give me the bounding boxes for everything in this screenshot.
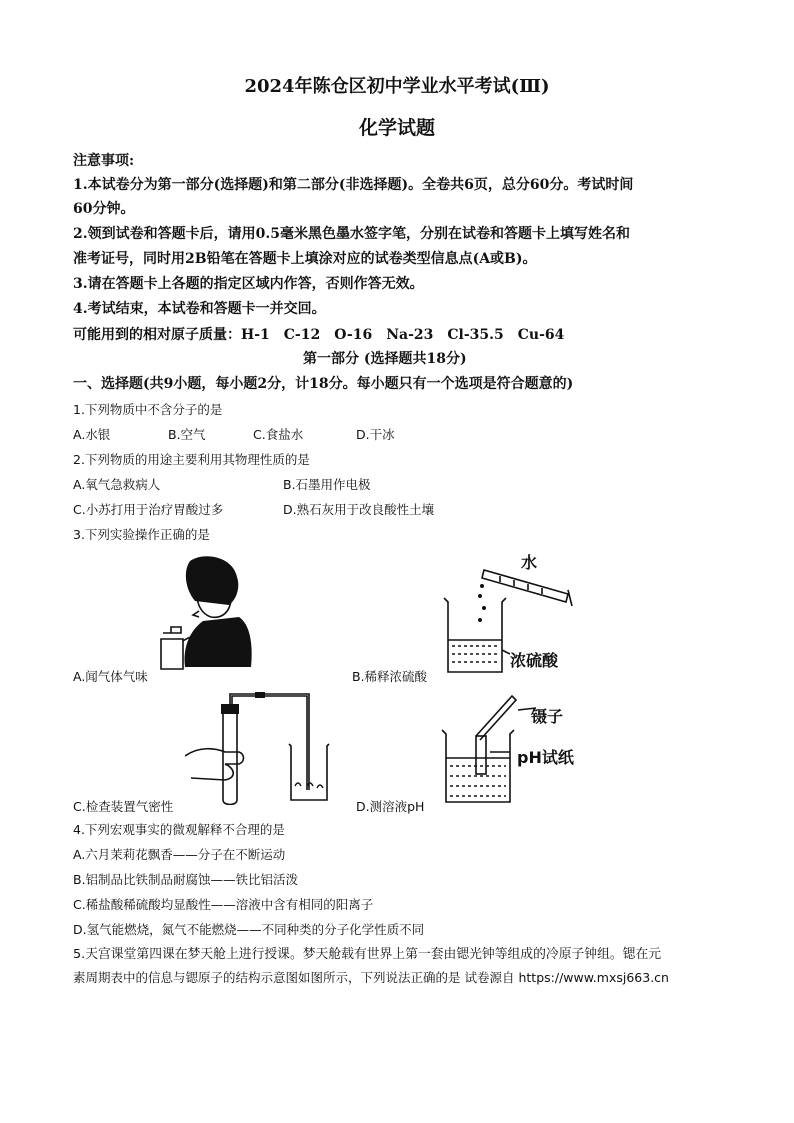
section-heading: 一、选择题(共9小题，每小题2分，计18分。每小题只有一个选项是符合题意的) <box>73 376 574 392</box>
q2-option-b: B.石墨用作电极 <box>283 477 371 492</box>
q4-option-a: A.六月茉莉花飘香——分子在不断运动 <box>73 847 286 862</box>
q5-stem-cont <box>73 968 669 986</box>
exam-title: 2024年陈仓区初中学业水平考试(Ⅲ) <box>244 76 550 97</box>
notice-item-3: 3.请在答题卡上各题的指定区域内作答，否则作答无效。 <box>73 276 424 292</box>
airtightness-figure <box>185 690 335 805</box>
part1-heading: 第一部分 (选择题共18分) <box>303 351 467 367</box>
q4-option-c: C.稀盐酸稀硫酸均显酸性——溶液中含有相同的阳离子 <box>73 897 374 912</box>
notice-heading: 注意事项: <box>73 153 135 169</box>
q1-option-d: D.干冰 <box>356 427 395 442</box>
q1-option-c: C.食盐水 <box>253 427 304 442</box>
q2-option-c: C.小苏打用于治疗胃酸过多 <box>73 502 224 517</box>
q5-stem-text: 素周期表中的信息与锶原子的结构示意图如图所示，下列说法正确的是 <box>73 970 461 985</box>
exam-subject: 化学试题 <box>358 117 435 139</box>
notice-item-2: 2.领到试卷和答题卡后，请用0.5毫米黑色墨水签字笔，分别在试卷和答题卡上填写姓名和 <box>73 226 630 242</box>
q2-stem: 2.下列物质的用途主要利用其物理性质的是 <box>73 452 310 467</box>
atomic-masses: 可能用到的相对原子质量：H-1 C-12 O-16 Na-23 Cl-35.5 Cu-64 <box>73 327 565 343</box>
q5-source: 试卷源自 https://www.mxsj663.cn <box>464 970 669 985</box>
label-concentrated-acid: 浓硫酸 <box>510 651 559 670</box>
q4-stem: 4.下列宏观事实的微观解释不合理的是 <box>73 822 285 837</box>
notice-item-2-cont: 准考证号，同时用2B铅笔在答题卡上填涂对应的试卷类型信息点(A或B)。 <box>73 251 537 267</box>
q3-option-d: D.测溶液pH <box>356 799 425 814</box>
q1-option-a: A.水银 <box>73 427 111 442</box>
label-tweezers: 镊子 <box>531 707 564 726</box>
q1-stem: 1.下列物质中不含分子的是 <box>73 402 223 417</box>
notice-item-1-cont: 60分钟。 <box>73 201 135 217</box>
q2-option-a: A.氧气急救病人 <box>73 477 161 492</box>
label-water: 水 <box>521 553 538 572</box>
q1-option-b: B.空气 <box>168 427 206 442</box>
q5-stem: 5.天宫课堂第四课在梦天舱上进行授课。梦天舱载有世界上第一套由锶光钟等组成的冷原子钟组。锶在元 <box>73 947 662 962</box>
smelling-gas-figure <box>155 555 255 675</box>
q3-option-c: C.检查装置气密性 <box>73 799 174 814</box>
q3-stem: 3.下列实验操作正确的是 <box>73 527 210 542</box>
notice-item-4: 4.考试结束，本试卷和答题卡一并交回。 <box>73 301 326 317</box>
label-ph-paper: pH试纸 <box>517 748 574 767</box>
q4-option-b: B.铝制品比铁制品耐腐蚀——铁比铝活泼 <box>73 872 299 887</box>
q3-option-a: A.闻气体气味 <box>73 669 148 684</box>
notice-item-1: 1.本试卷分为第一部分(选择题)和第二部分(非选择题)。全卷共6页，总分60分。考试时间 <box>73 177 634 193</box>
q3-option-b: B.稀释浓硫酸 <box>352 669 428 684</box>
q4-option-d: D.氢气能燃烧，氮气不能燃烧——不同种类的分子化学性质不同 <box>73 922 425 937</box>
q2-option-d: D.熟石灰用于改良酸性土壤 <box>283 502 435 517</box>
